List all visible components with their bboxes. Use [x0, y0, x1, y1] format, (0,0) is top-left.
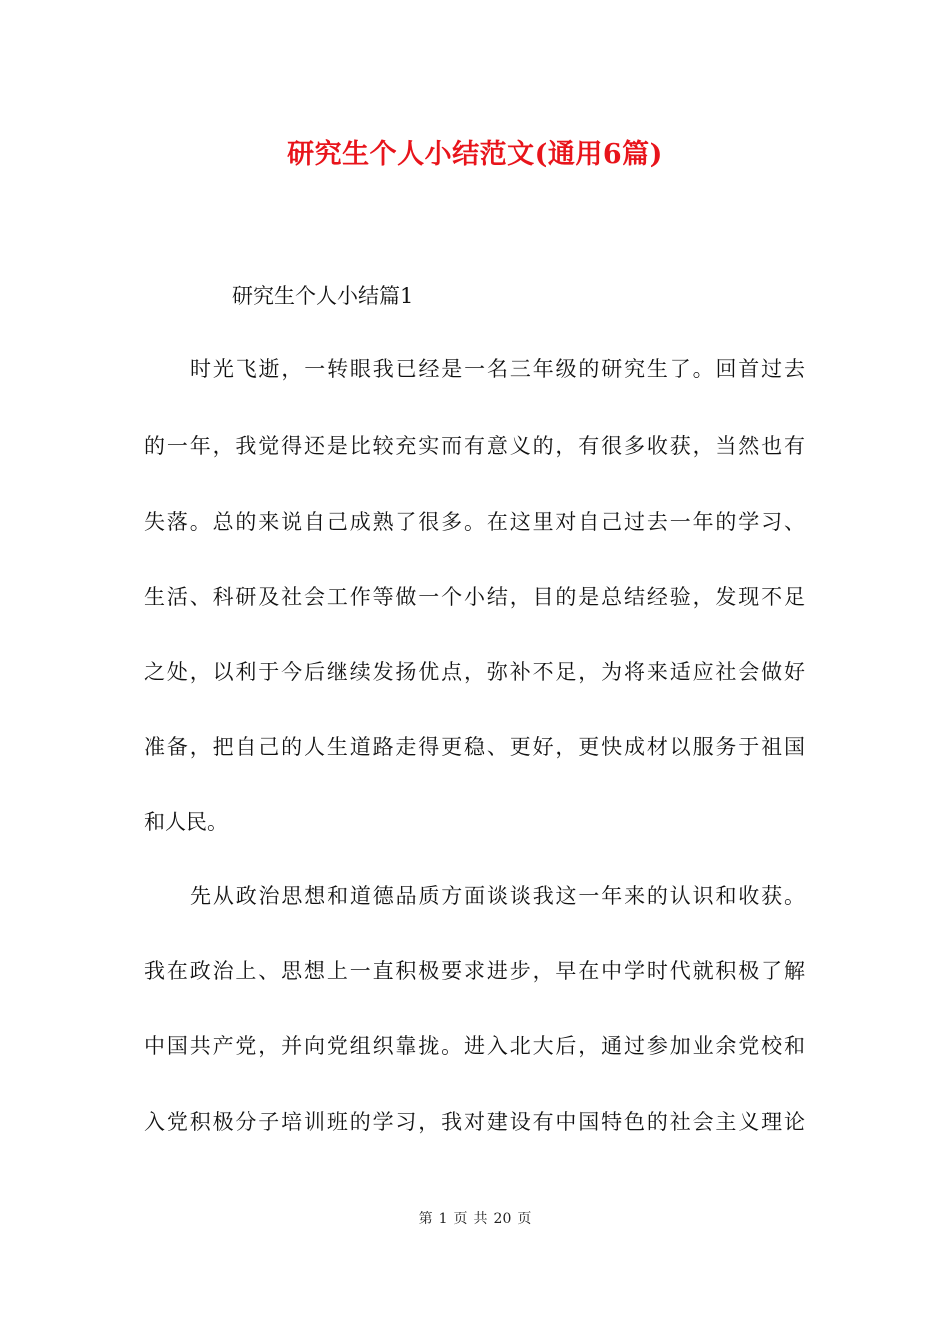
paragraph-line: 和人民。 [144, 810, 228, 834]
footer-current-page: 1 [438, 1211, 448, 1227]
footer-label-gong: 共 [473, 1211, 488, 1227]
paragraph-line: 失落。总的来说自己成熟了很多。在这里对自己过去一年的学习、 [144, 510, 807, 534]
paragraph-line: 先从政治思想和道德品质方面谈谈我这一年来的认识和收获。 [190, 884, 807, 908]
footer-label-ye: 页 [453, 1211, 468, 1227]
paragraph-line: 时光飞逝，一转眼我已经是一名三年级的研究生了。回首过去 [190, 357, 807, 381]
footer-total-pages: 20 [493, 1211, 512, 1227]
page-footer [0, 1208, 950, 1228]
paragraph-line: 入党积极分子培训班的学习，我对建设有中国特色的社会主义理论 [144, 1110, 807, 1134]
paragraph-line: 准备，把自己的人生道路走得更稳、更好，更快成材以服务于祖国 [144, 735, 807, 759]
paragraph-line: 中国共产党，并向党组织靠拢。进入北大后，通过参加业余党校和 [144, 1034, 807, 1058]
paragraph-line: 我在政治上、思想上一直积极要求进步，早在中学时代就积极了解 [144, 959, 807, 983]
document-title: 研究生个人小结范文(通用6篇) [287, 139, 663, 170]
footer-label-di: 第 [418, 1211, 433, 1227]
footer-label-ye2: 页 [517, 1211, 532, 1227]
section-heading: 研究生个人小结篇1 [232, 284, 414, 308]
paragraph-line: 之处，以利于今后继续发扬优点，弥补不足，为将来适应社会做好 [144, 660, 807, 684]
paragraph-line: 的一年，我觉得还是比较充实而有意义的，有很多收获，当然也有 [144, 434, 807, 458]
paragraph-line: 生活、科研及社会工作等做一个小结，目的是总结经验，发现不足 [144, 585, 807, 609]
